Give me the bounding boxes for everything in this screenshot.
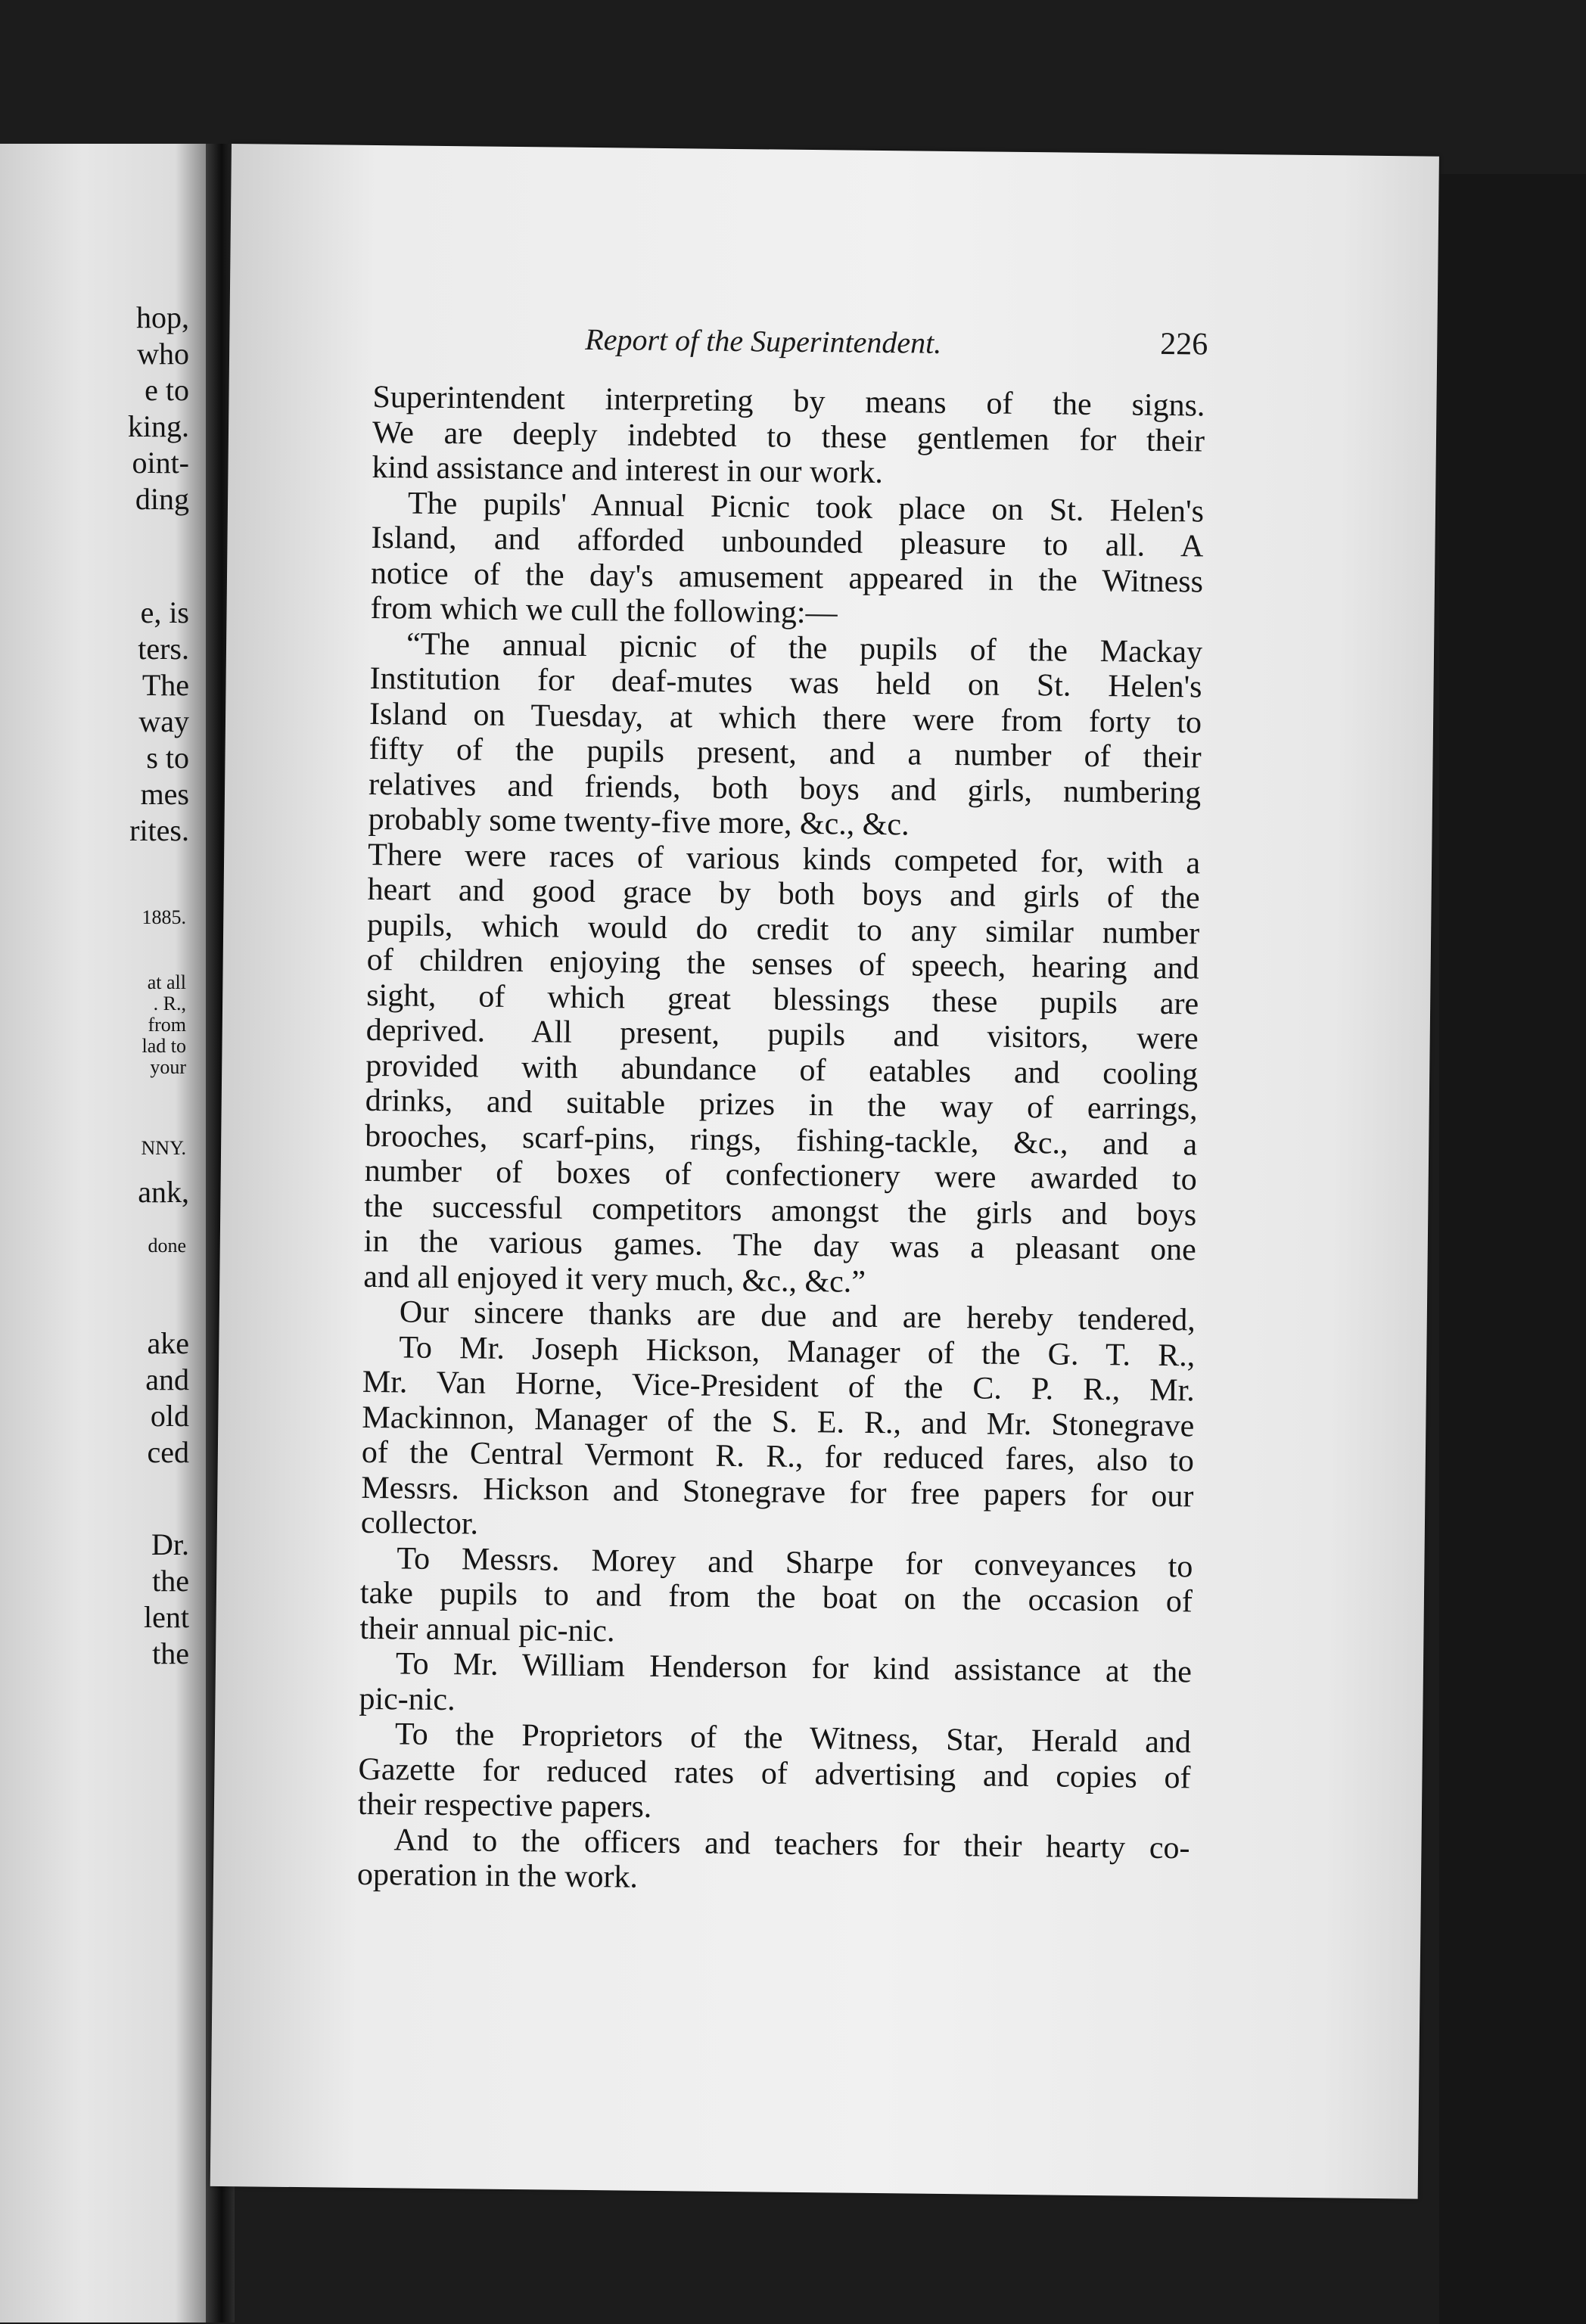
running-head: Report of the Superintendent. [585,322,942,360]
right-page [210,144,1439,2199]
left-page-fragment-line: ters. [138,632,189,666]
left-page-fragment [0,144,206,2322]
text-line: pic-nic. [359,1681,456,1717]
left-page-fragment-line: e to [145,373,189,407]
page-number: 226 [1160,326,1208,362]
text-line: their annual pic-nic. [359,1611,615,1648]
text-line: probably some twenty-five more, &c., &c. [368,801,910,843]
left-page-fragment-line: ced [147,1435,189,1469]
text-line: deprived. All present, pupils and visitors, were [365,1012,1199,1057]
text-line: pupils, which would do credit to any similar number [366,907,1200,951]
left-page-fragment-line: ank, [138,1175,189,1209]
left-page-fragment-line: lad to [141,1035,186,1057]
text-line: heart and good grace by both boys and girls of the [367,872,1200,916]
left-page-fragment-line: hop, [136,300,189,334]
text-line: provided with abundance of eatables and cooling [365,1048,1199,1092]
text-line: fifty of the pupils present, and a number of their [369,731,1202,775]
text-line: the successful competitors amongst the girls and boys [364,1188,1197,1232]
text-line: from which we cull the following:— [370,590,838,631]
left-page-fragment-line: oint- [132,446,189,480]
text-line: To the Proprietors of the Witness, Star, Herald and [394,1717,1192,1760]
left-page-fragment-line: old [150,1399,189,1433]
left-page-fragment-line: Dr. [151,1527,189,1561]
left-page-fragment-line: 1885. [141,906,186,928]
left-page-fragment-line: who [137,337,189,371]
text-line: operation in the work. [356,1856,639,1895]
left-page-fragment-line: NNY. [141,1137,186,1159]
left-page-fragment-line: and [145,1362,189,1397]
text-line: To Mr. William Henderson for kind assistance at the [395,1646,1193,1690]
text-line: To Messrs. Morey and Sharpe for conveyances to [396,1540,1193,1584]
text-line: And to the officers and teachers for their hearty co- [393,1822,1190,1866]
text-line: Messrs. Hickson and Stonegrave for free papers for our [361,1470,1194,1514]
text-line: of the Central Vermont R. R., for reduced fares, also to [361,1434,1195,1479]
left-page-fragment-line: s to [146,741,189,775]
text-line: Superintendent interpreting by means of the signs. [372,379,1205,424]
left-page-fragment-line: The [141,668,189,702]
left-page-fragment-line: the [152,1636,189,1670]
text-line: and all enjoyed it very much, &c., &c.” [363,1259,866,1300]
left-page-fragment-line: at all [147,971,186,993]
left-page-fragment-line: way [138,704,189,738]
text-line: number of boxes of confectionery were awarded to [364,1153,1197,1198]
left-page-fragment-line: ake [147,1326,189,1360]
left-page-fragment-line: from [148,1014,186,1036]
text-line: collector. [360,1505,479,1542]
text-line: brooches, scarf-pins, rings, fishing-tackle, &c., and a [365,1118,1198,1162]
text-line: There were races of various kinds competed for, with a [367,837,1201,881]
left-page-fragment-line: your [150,1056,186,1078]
text-line: The pupils' Annual Picnic took place on St. Helen's [407,485,1205,529]
text-line: drinks, and suitable prizes in the way of earrings, [365,1083,1198,1127]
text-line: Mr. Van Horne, Vice-President of the C. P. R., Mr. [362,1364,1196,1409]
left-page-fragment-line: rites. [129,813,189,847]
text-line: sight, of which great blessings these pupils are [365,977,1199,1021]
text-line: notice of the day's amusement appeared in the Witness [370,555,1204,599]
left-page-fragment-line: . R., [153,993,186,1014]
text-line: Our sincere thanks are due and are hereby tendered, [399,1294,1196,1338]
text-line: Island, and afforded unbounded pleasure to all. A [371,520,1204,564]
left-page-fragment-line: ding [135,482,189,516]
left-page-fragment-line: done [148,1235,186,1257]
text-line: Gazette for reduced rates of advertising and copies of [358,1751,1191,1795]
text-line: relatives and friends, both boys and girls, numbering [368,766,1202,810]
text-line: in the various games. The day was a pleasant one [363,1223,1196,1268]
text-line: Institution for deaf-mutes was held on St. Helen's [369,660,1202,705]
text-line: “The annual picnic of the pupils of the Mackay [406,626,1203,670]
text-line: take pupils to and from the boat on the occasion of [359,1575,1193,1620]
text-line: kind assistance and interest in our work. [372,449,884,491]
text-line: We are deeply indebted to these gentlemen for their [372,415,1205,458]
left-page-fragment-line: the [152,1564,189,1598]
text-line: Island on Tuesday, at which there were from forty to [369,696,1202,740]
text-line: their respective papers. [357,1786,652,1825]
scan-background [1439,174,1586,2324]
left-page-fragment-line: mes [140,777,189,811]
text-line: of children enjoying the senses of speech, hearing and [366,942,1199,986]
left-page-fragment-line: e, is [140,595,189,629]
body-text [357,380,1205,1901]
left-page-fragment-line: lent [144,1600,189,1634]
text-line: Mackinnon, Manager of the S. E. R., and Mr. Stonegrave [362,1400,1195,1443]
left-page-fragment-line: king. [127,409,189,443]
text-line: To Mr. Joseph Hickson, Manager of the G. T. R., [399,1329,1196,1373]
